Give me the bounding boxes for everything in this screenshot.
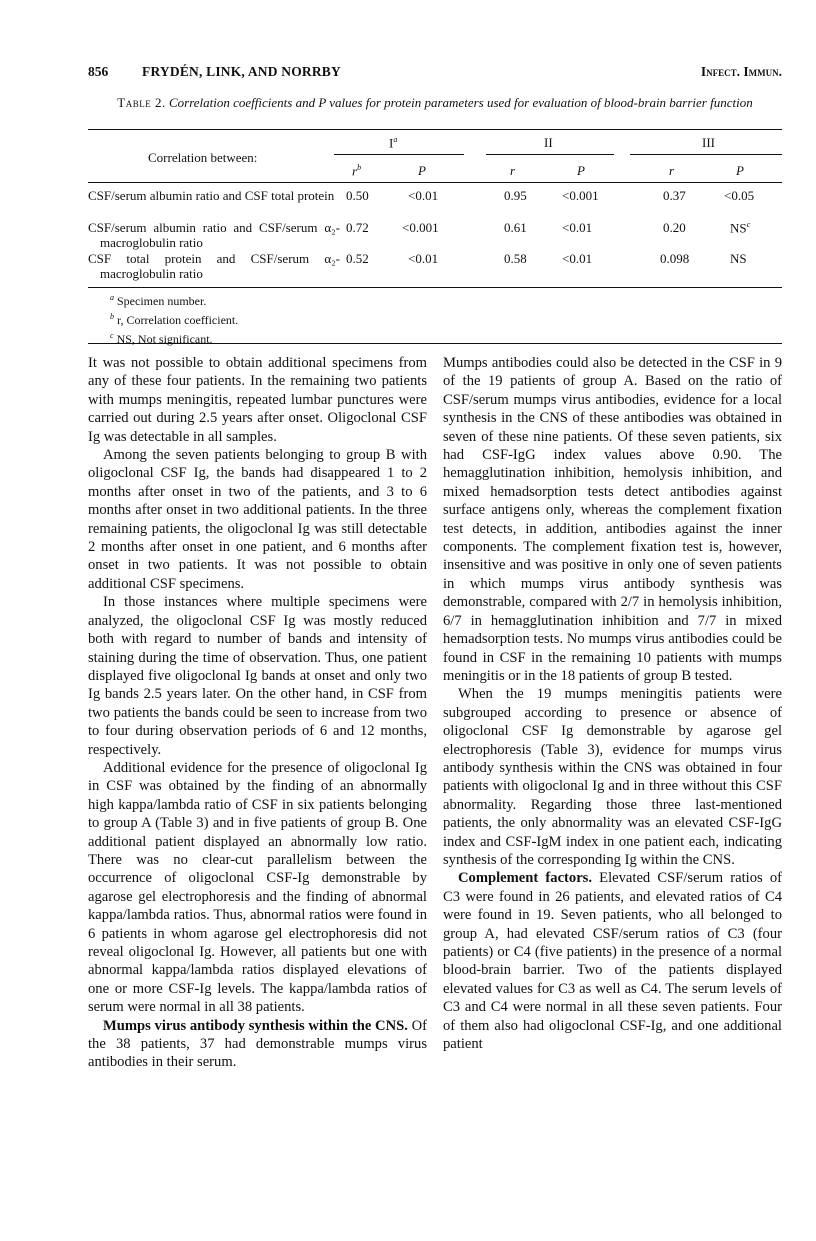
table-header-rule (88, 182, 782, 183)
table-cell: 0.72 (346, 220, 369, 235)
table-title: Correlation coefficients and P values for protein parameters used for evaluation of blood-brain barrier function (168, 95, 753, 110)
body-column-left (88, 354, 427, 1072)
journal-abbreviation: Infect. Immun. (700, 64, 782, 79)
table-cell: <0.01 (408, 188, 439, 203)
table-row-label: CSF/serum albumin ratio and CSF total protein (88, 188, 335, 203)
paragraph: In those instances where multiple specimens were analyzed, the oligoclonal CSF Ig was mostly reduced both with regard to number of bands and intensity of staining during the time of observation. Thus, one patient displayed five oligoclonal Ig bands at onset and only two Ig bands 2.5 years later. On the other hand, in CSF from two patients the bands could be seen to increase from two to four during observation periods of 6 and 12 months, respectively. (88, 594, 427, 758)
subheader-r-3: r (669, 163, 675, 178)
table-cell: 0.52 (346, 251, 369, 266)
table-cell: $NS^c$ (730, 220, 751, 236)
group-header-1: $I^a$ (389, 135, 398, 151)
table-cell: <0.01 (408, 251, 439, 266)
paragraph: Mumps virus antibody synthesis within the CNS. Of the 38 patients, 37 had demonstrable mumps virus antibodies in their serum. (88, 1017, 427, 1071)
section-run-head: Complement factors. (458, 870, 593, 887)
table-cell: 0.58 (504, 251, 527, 266)
table-cell: 0.61 (504, 220, 527, 235)
footnote-c: $^c$ NS, Not significant. (110, 331, 213, 346)
subheader-p-2: P (577, 163, 585, 178)
running-header (88, 64, 782, 86)
table-top-rule (88, 129, 782, 130)
paragraph: Mumps antibodies could also be detected in the CSF in 9 of the 19 patients of group A. Based on the ratio of CSF/serum mumps virus antibodies, evidence for a local synthesis in the CNS of these antibodies was obtained in seven of these nine patients. Of these seven patients, six had CSF-IgG index values above 0.90. The hemagglutination inhibition, hemolysis inhibition, and mixed hemadsorption tests detect antibodies against surface antigens only, whereas the complement fixation test detects, in addition, antibodies against the inner components. The complement fixation test is, however, insensitive and was positive in only one of seven patients in which mumps virus antibody synthesis was demonstrable, compared with 2/7 in hemolysis inhibition, 6/7 in hemagglutination inhibition and 7/7 in mixed hemadsorption tests. No mumps virus antibodies could be found in CSF in the remaining 10 patients with mumps meningitis or in the 18 patients of group B tested. (443, 355, 782, 684)
group-3-rule (630, 154, 782, 155)
table-cell: 0.098 (660, 251, 690, 266)
paragraph: Complement factors. Elevated CSF/serum ratios of C3 were found in 26 patients, and elevated ratios of C4 were found in 19. Seven patients, who all belonged to group A, had elevated CSF/serum ratios of C3 (four patients) or C4 (five patients) in the presence of a normal blood-brain barrier. Two of the patients displayed elevated values for C3 as well as C4. The serum levels of C3 and C4 were normal in all these seven patients. Four of them also had oligoclonal CSF-Ig, and one additional patient (443, 870, 782, 1053)
footnote-a: $^a$ Specimen number. (110, 293, 207, 308)
table-cell: NS (730, 251, 747, 266)
table-cell: <0.05 (724, 188, 755, 203)
table-bottom-rule (88, 287, 782, 288)
table-cell: 0.37 (663, 188, 686, 203)
table-row-label: CSF/serum albumin ratio and CSF/serum α₂-macroglobulin ratio (88, 220, 340, 250)
body-column-right (443, 354, 782, 1053)
subheader-r-2: r (510, 163, 516, 178)
paragraph: Additional evidence for the presence of oligoclonal Ig in CSF was obtained by the finding of an abnormally high kappa/lambda ratio of CSF in six patients belonging to group A (Table 3) and in five patients of group B. One additional patient displayed an abnormally low ratio. There was no clear-cut parallelism between the occurrence of oligoclonal CSF-Ig demonstrable by agarose gel electrophoresis and the finding of abnormal kappa/lambda ratios. Thus, abnormal ratios were found in 6 patients in whom agarose gel electrophoresis did not reveal oligoclonal Ig. However, all patients but one with abnormal kappa/lambda ratios displayed elevations of one or more CSF-Ig levels. The kappa/lambda ratios of serum were normal in all 38 patients. (88, 759, 427, 1016)
group-1-rule (334, 154, 464, 155)
section-run-head: Mumps virus antibody synthesis within the CNS. (103, 1017, 408, 1034)
footnote-b: $^b$ r, Correlation coefficient. (110, 312, 239, 327)
table-cell: <0.001 (562, 188, 599, 203)
table-cell: 0.95 (504, 188, 527, 203)
subheader-p-1: P (418, 163, 426, 178)
subheader-p-3: P (736, 163, 744, 178)
paragraph: It was not possible to obtain additional specimens from any of these four patients. In the remaining two patients with mumps meningitis, repeated lumbar punctures were carried out during 2.5 years after onset. Oligoclonal CSF Ig was detectable in all samples. (88, 355, 427, 445)
paragraph: Among the seven patients belonging to group B with oligoclonal CSF Ig, the bands had disappeared 1 to 2 months after onset in two of the patients, and 3 to 6 months after onset in two additional patients. In the three remaining patients, the oligoclonal Ig was still detectable 2 months after onset in one patient, and 6 months after onset in two patients. It was not possible to obtain additional CSF specimens. (88, 447, 427, 592)
paragraph: When the 19 mumps meningitis patients were subgrouped according to presence or absence of oligoclonal CSF Ig demonstrable by agarose gel electrophoresis (Table 3), evidence for mumps virus antibody synthesis within the CNS was obtained in four patients with oligoclonal Ig and in three without this CSF abnormality. Regarding those three last-mentioned patients, the only abnormality was an elevated CSF-IgG index and CSF-IgM index in one patient each, indicating synthesis of the corresponding Ig within the CNS. (443, 686, 782, 868)
table-label: Table 2. (117, 95, 166, 110)
table-cell: <0.01 (562, 251, 593, 266)
table-cell: <0.001 (402, 220, 439, 235)
table-cell: <0.01 (562, 220, 593, 235)
table-caption (88, 95, 782, 110)
group-header-3: III (702, 135, 715, 150)
page-number: 856 (88, 64, 109, 79)
table-cell: 0.20 (663, 220, 686, 235)
table-row-label: CSF total protein and CSF/serum α₂-macroglobulin ratio (88, 251, 340, 281)
table-cell: 0.50 (346, 188, 369, 203)
group-2-rule (486, 154, 614, 155)
corner-header: Correlation between: (148, 150, 258, 165)
group-header-2: II (544, 135, 553, 150)
subheader-r-1: $r^b$ (352, 163, 362, 179)
running-authors: FRYDÉN, LINK, AND NORRBY (142, 64, 341, 79)
table-footnotes (110, 290, 238, 347)
footnote-rule (88, 343, 782, 344)
